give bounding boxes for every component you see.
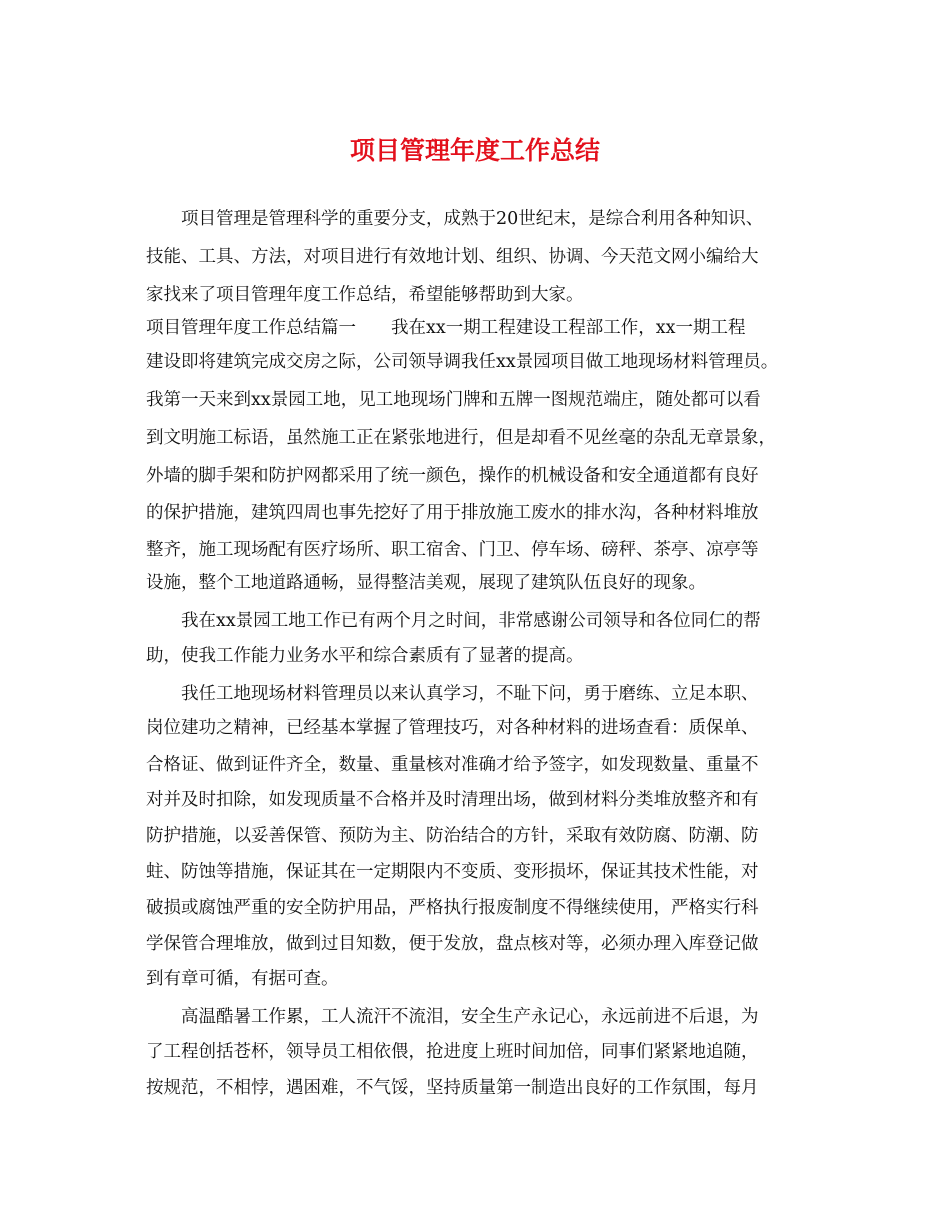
body-line: 设施，整个工地道路通畅，显得整洁美观，展现了建筑队伍良好的现象。 bbox=[146, 573, 706, 593]
body-line: 高温酷暑工作累，工人流汗不流泪，安全生产永记心，永远前进不后退，为 bbox=[146, 1007, 759, 1027]
body-line: 学保管合理堆放，做到过目知数，便于发放，盘点核对等，必须办理入库登记做 bbox=[146, 934, 759, 954]
body-line: 我在xx景园工地工作已有两个月之时间，非常感谢公司领导和各位同仁的帮 bbox=[146, 611, 761, 631]
document-title: 项目管理年度工作总结 bbox=[349, 136, 600, 165]
body-line: 外墙的脚手架和防护网都采用了统一颜色，操作的机械设备和安全通道都有良好 bbox=[146, 466, 759, 486]
body-line: 项目管理是管理科学的重要分支，成熟于20世纪末，是综合利用各种知识、 bbox=[146, 209, 764, 229]
body-line: 我第一天来到xx景园工地，见工地现场门牌和五牌一图规范端庄，随处都可以看 bbox=[146, 390, 761, 410]
body-line: 我任工地现场材料管理员以来认真学习，不耻下问，勇于磨练、立足本职、 bbox=[146, 684, 759, 704]
body-line: 按规范，不相悖，遇困难，不气馁，坚持质量第一制造出良好的工作氛围，每月 bbox=[146, 1078, 759, 1098]
body-line: 到有章可循，有据可查。 bbox=[146, 969, 339, 989]
body-line: 岗位建功之精神，已经基本掌握了管理技巧，对各种材料的进场查看：质保单、 bbox=[146, 718, 759, 738]
body-line: 对并及时扣除，如发现质量不合格并及时清理出场，做到材料分类堆放整齐和有 bbox=[146, 790, 759, 810]
body-line: 的保护措施，建筑四周也事先挖好了用于排放施工废水的排水沟，各种材料堆放 bbox=[146, 503, 759, 523]
body-line: 破损或腐蚀严重的安全防护用品，严格执行报废制度不得继续使用，严格实行科 bbox=[146, 898, 759, 918]
body-line: 了工程创括苍杯，领导员工相依偎，抢进度上班时间加倍，同事们紧紧地追随， bbox=[146, 1042, 759, 1062]
body-line: 技能、工具、方法，对项目进行有效地计划、组织、协调、今天范文网小编给大 bbox=[146, 247, 759, 267]
body-line: 建设即将建筑完成交房之际，公司领导调我任xx景园项目做工地现场材料管理员。 bbox=[146, 352, 779, 372]
body-line: 防护措施，以妥善保管、预防为主、防治结合的方针，采取有效防腐、防潮、防 bbox=[146, 826, 759, 846]
body-line: 家找来了项目管理年度工作总结，希望能够帮助到大家。 bbox=[146, 285, 584, 305]
body-line: 蛀、防蚀等措施，保证其在一定期限内不变质、变形损坏，保证其技术性能，对 bbox=[146, 862, 759, 882]
body-line: 合格证、做到证件齐全，数量、重量核对准确才给予签字，如发现数量、重量不 bbox=[146, 755, 759, 775]
body-line: 到文明施工标语，虽然施工正在紧张地进行，但是却看不见丝毫的杂乱无章景象， bbox=[146, 428, 776, 448]
body-line: 助，使我工作能力业务水平和综合素质有了显著的提高。 bbox=[146, 646, 584, 666]
body-line: 项目管理年度工作总结篇一 我在xx一期工程建设工程部工作，xx一期工程 bbox=[146, 318, 746, 338]
body-line: 整齐，施工现场配有医疗场所、职工宿舍、门卫、停车场、磅秤、茶亭、凉亭等 bbox=[146, 540, 759, 560]
